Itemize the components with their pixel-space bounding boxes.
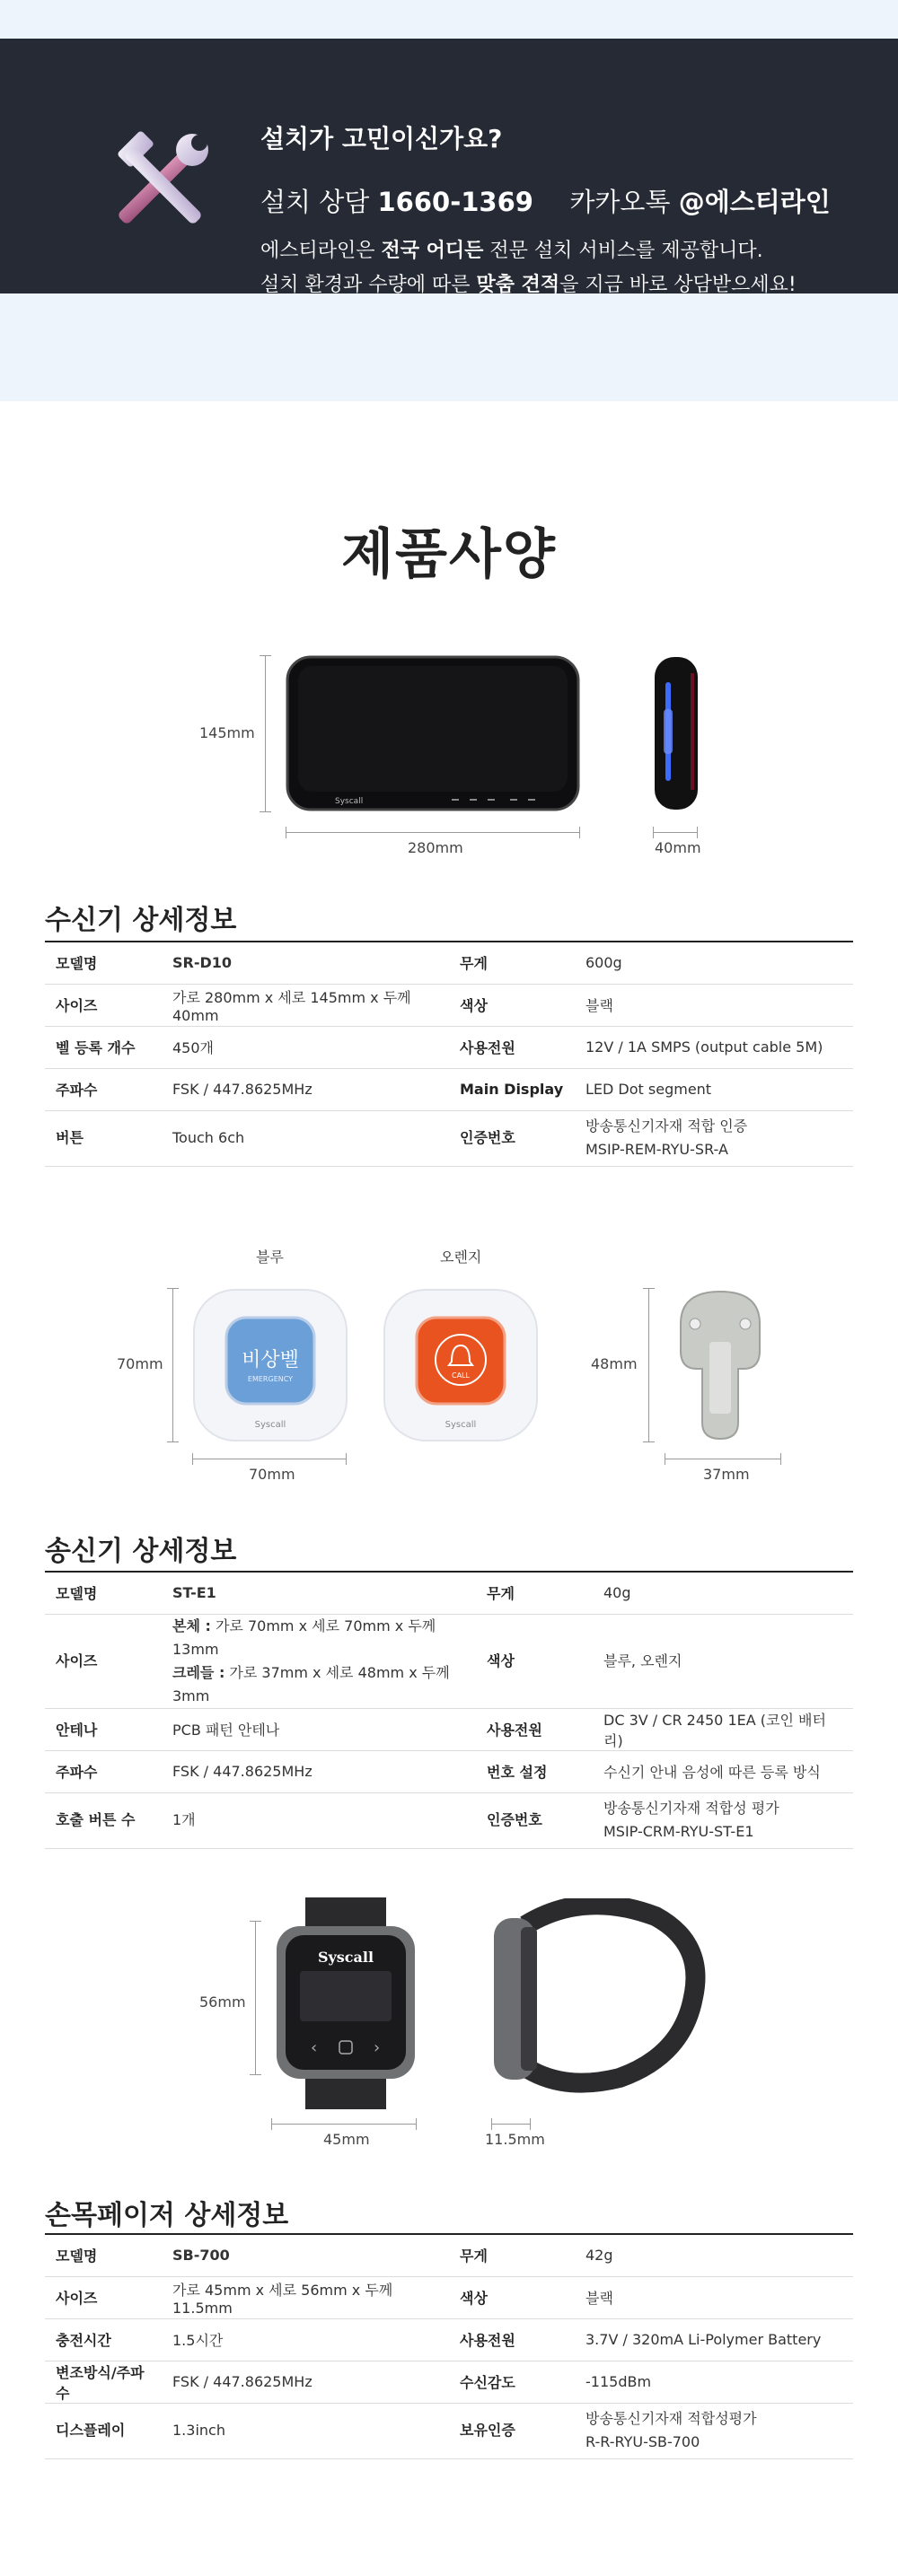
spec-key: 호출 버튼 수 — [45, 1792, 162, 1848]
spec-value: 1.5시간 — [162, 2318, 449, 2361]
spec-key: 번호 설정 — [476, 1750, 593, 1792]
table-row — [45, 942, 853, 984]
spec-key: 사이즈 — [45, 2276, 162, 2318]
spec-key: 사용전원 — [476, 1708, 593, 1750]
blue-label: 블루 — [256, 1249, 284, 1266]
transmitter-width-dim: 70mm — [249, 1466, 295, 1483]
spec-value — [162, 1614, 476, 1708]
spec-value: 450개 — [162, 1026, 449, 1068]
spec-key: 모델명 — [45, 942, 162, 984]
dim-line — [271, 2124, 417, 2125]
top-band — [0, 0, 898, 39]
cradle-image — [663, 1288, 778, 1442]
spec-value: 블랙 — [575, 2276, 853, 2318]
spec-key: 무게 — [449, 2234, 575, 2276]
spec-key: 사용전원 — [449, 1026, 575, 1068]
dim-line — [648, 1288, 649, 1442]
spec-key: Main Display — [449, 1068, 575, 1110]
dim-line — [265, 655, 266, 812]
spec-key: 색상 — [449, 984, 575, 1026]
table-row — [45, 1792, 853, 1848]
spec-value: PCB 패턴 안테나 — [162, 1708, 476, 1750]
page-title: 제품사양 — [341, 523, 557, 586]
table-row — [45, 2318, 853, 2361]
spec-key: 주파수 — [45, 1750, 162, 1792]
table-row — [45, 1614, 853, 1708]
pager-brand: Syscall — [317, 1949, 374, 1966]
blue-button-sub: EMERGENCY — [247, 1375, 294, 1383]
spec-key: 인증번호 — [476, 1792, 593, 1848]
table-row — [45, 1026, 853, 1068]
desc-text: 전문 설치 서비스를 제공합니다. — [483, 240, 763, 262]
pager-width-dim: 45mm — [323, 2131, 370, 2148]
spec-value: 12V / 1A SMPS (output cable 5M) — [575, 1026, 853, 1068]
spec-key: 무게 — [449, 942, 575, 984]
table-row — [45, 1110, 853, 1166]
table-row — [45, 1750, 853, 1792]
spec-value: -115dBm — [575, 2361, 853, 2403]
kakao-id[interactable]: @에스티라인 — [678, 187, 831, 217]
spec-value-line: 방송통신기자재 적합 인증 — [585, 1117, 748, 1135]
orange-button-sub: CALL — [452, 1371, 470, 1380]
table-row — [45, 984, 853, 1026]
spec-value: 가로 45mm x 세로 56mm x 두께 11.5mm — [162, 2276, 449, 2318]
pager-section-title: 손목페이저 상세정보 — [45, 2200, 289, 2231]
phone-number[interactable]: 1660-1369 — [377, 187, 533, 217]
spec-value-bold: 본체 : — [172, 1617, 211, 1634]
pager-spec-table — [45, 2233, 853, 2459]
spec-value — [575, 1110, 853, 1166]
banner-title: 설치가 고민이신가요? — [260, 124, 503, 153]
spec-value: 1개 — [162, 1792, 476, 1848]
spec-value: 블루, 오렌지 — [593, 1614, 853, 1708]
table-row — [45, 2234, 853, 2276]
table-row — [45, 1708, 853, 1750]
tools-icon — [106, 128, 214, 236]
receiver-width-dim: 280mm — [408, 839, 463, 856]
desc-text: 을 지금 바로 상담받으세요! — [559, 274, 797, 296]
spec-value: ST-E1 — [162, 1572, 476, 1614]
table-row — [45, 1068, 853, 1110]
receiver-brand: Syscall — [335, 797, 364, 806]
spec-value-line: MSIP-CRM-RYU-ST-E1 — [603, 1823, 754, 1840]
spec-key: 안테나 — [45, 1708, 162, 1750]
blue-transmitter-image — [192, 1288, 349, 1442]
receiver-section-title: 수신기 상세정보 — [45, 905, 237, 936]
spec-key: 충전시간 — [45, 2318, 162, 2361]
transmitter-brand: Syscall — [445, 1420, 477, 1430]
desc-text: 설치 환경과 수량에 따른 — [260, 274, 477, 296]
banner-description — [260, 234, 797, 302]
transmitter-section-title: 송신기 상세정보 — [45, 1536, 237, 1567]
spec-key: 인증번호 — [449, 1110, 575, 1166]
spec-value: 1.3inch — [162, 2403, 449, 2458]
spec-value: 가로 280mm x 세로 145mm x 두께 40mm — [162, 984, 449, 1026]
blue-button-text: 비상벨 — [242, 1349, 299, 1371]
spec-value: 블랙 — [575, 984, 853, 1026]
spec-value: FSK / 447.8625MHz — [162, 1068, 449, 1110]
receiver-side-image — [651, 655, 705, 812]
spec-key: 버튼 — [45, 1110, 162, 1166]
spec-value-line: 방송통신기자재 적합성평가 — [585, 2410, 757, 2427]
dim-line — [255, 1921, 256, 2075]
chevron-right-icon: › — [374, 2038, 381, 2057]
kakao-label: 카카오톡 — [569, 187, 671, 217]
cradle-height-dim: 48mm — [591, 1355, 638, 1372]
spec-key: 사이즈 — [45, 984, 162, 1026]
spec-key: 색상 — [476, 1614, 593, 1708]
table-row — [45, 2361, 853, 2403]
table-row — [45, 1572, 853, 1614]
spec-value: FSK / 447.8625MHz — [162, 1750, 476, 1792]
spec-value: SR-D10 — [162, 942, 449, 984]
install-banner — [0, 39, 898, 294]
spec-key: 사이즈 — [45, 1614, 162, 1708]
table-row — [45, 2403, 853, 2458]
spec-key: 주파수 — [45, 1068, 162, 1110]
desc-text: 에스티라인은 — [260, 240, 382, 262]
spec-value: 3.7V / 320mA Li-Polymer Battery — [575, 2318, 853, 2361]
spec-value-line: 방송통신기자재 적합성 평가 — [603, 1800, 779, 1817]
spec-value — [575, 2403, 853, 2458]
spec-value: 수신기 안내 음성에 따른 등록 방식 — [593, 1750, 853, 1792]
pager-side-image — [485, 1898, 709, 2100]
spec-value: FSK / 447.8625MHz — [162, 2361, 449, 2403]
spec-value: DC 3V / CR 2450 1EA (코인 배터리) — [593, 1708, 853, 1750]
dim-line — [653, 832, 698, 833]
spec-value: Touch 6ch — [162, 1110, 449, 1166]
spec-value — [593, 1792, 853, 1848]
spec-value: 40g — [593, 1572, 853, 1614]
pager-front-image — [269, 1896, 422, 2111]
consult-label: 설치 상담 — [260, 187, 370, 217]
dim-line — [286, 832, 580, 833]
spec-value: 600g — [575, 942, 853, 984]
chevron-left-icon: ‹ — [311, 2038, 318, 2057]
transmitter-brand: Syscall — [254, 1420, 286, 1430]
banner-contact — [260, 182, 831, 219]
spec-value: 42g — [575, 2234, 853, 2276]
spec-key: 벨 등록 개수 — [45, 1026, 162, 1068]
dim-line — [172, 1288, 173, 1442]
spec-value-bold: 크레들 : — [172, 1663, 225, 1681]
spec-value-line: 가로 37mm x 세로 48mm x 두께 3mm — [172, 1663, 450, 1704]
dim-line — [491, 2124, 531, 2125]
spec-key: 색상 — [449, 2276, 575, 2318]
table-row — [45, 2276, 853, 2318]
spec-key: 모델명 — [45, 1572, 162, 1614]
spec-key: 변조방식/주파수 — [45, 2361, 162, 2403]
spec-value: LED Dot segment — [575, 1068, 853, 1110]
desc-bold: 전국 어디든 — [381, 240, 484, 262]
spec-key: 보유인증 — [449, 2403, 575, 2458]
spec-key: 수신감도 — [449, 2361, 575, 2403]
spec-key: 사용전원 — [449, 2318, 575, 2361]
spec-key: 디스플레이 — [45, 2403, 162, 2458]
receiver-height-dim: 145mm — [199, 724, 255, 741]
spec-key: 모델명 — [45, 2234, 162, 2276]
pager-depth-dim: 11.5mm — [485, 2131, 545, 2148]
receiver-front-image — [286, 655, 582, 812]
receiver-spec-table — [45, 941, 853, 1167]
receiver-depth-dim: 40mm — [655, 839, 701, 856]
spec-key: 무게 — [476, 1572, 593, 1614]
light-band — [0, 294, 898, 401]
transmitter-height-dim: 70mm — [117, 1355, 163, 1372]
orange-transmitter-image — [383, 1288, 540, 1442]
spec-value: SB-700 — [162, 2234, 449, 2276]
transmitter-spec-table — [45, 1571, 853, 1849]
spec-value-line: MSIP-REM-RYU-SR-A — [585, 1141, 728, 1158]
desc-bold: 맞춤 견적 — [476, 274, 560, 296]
pager-height-dim: 56mm — [199, 1993, 246, 2011]
spec-value-line: 가로 70mm x 세로 70mm x 두께 13mm — [172, 1617, 436, 1658]
spec-value-line: R-R-RYU-SB-700 — [585, 2433, 700, 2450]
orange-label: 오렌지 — [440, 1249, 482, 1266]
cradle-width-dim: 37mm — [703, 1466, 750, 1483]
